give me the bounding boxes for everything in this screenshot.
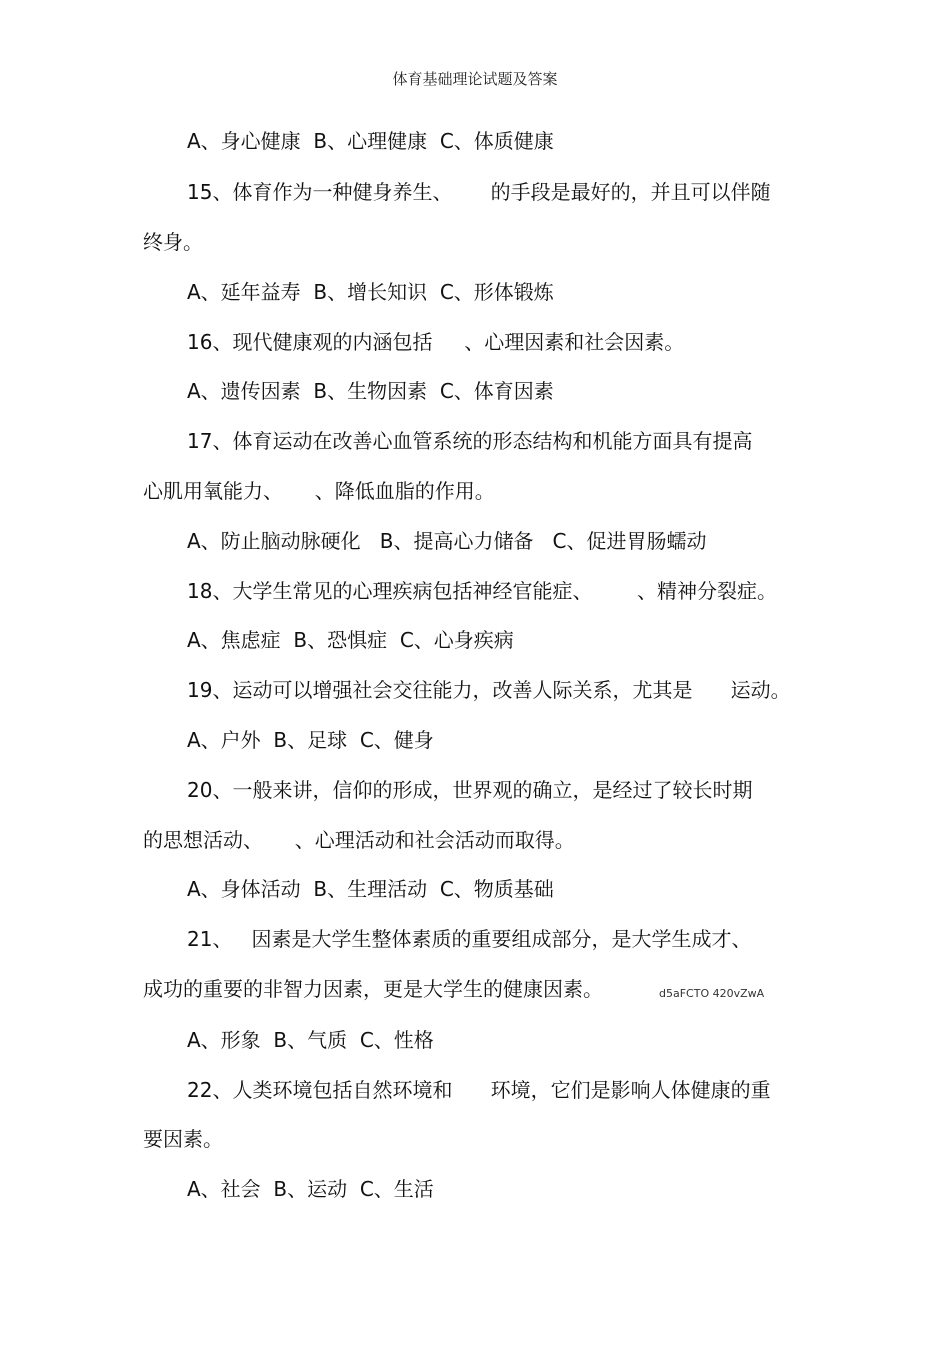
- q18-question: 18、大学生常见的心理疾病包括神经官能症、 、精神分裂症。: [187, 579, 777, 603]
- q16-question: 16、现代健康观的内涵包括 、心理因素和社会因素。: [187, 330, 685, 354]
- q20-question-cont: 的思想活动、 、心理活动和社会活动而取得。: [143, 828, 575, 852]
- q20-question: 20、一般来讲，信仰的形成，世界观的确立，是经过了较长时期: [187, 778, 753, 802]
- q17-question: 17、体育运动在改善心血管系统的形态结构和机能方面具有提高: [187, 429, 753, 453]
- q19-options: A、户外 B、足球 C、健身: [187, 728, 434, 752]
- q17-options: A、防止脑动脉硬化 B、提高心力储备 C、促进胃肠蠕动: [187, 529, 707, 553]
- q20-options: A、身体活动 B、生理活动 C、物质基础: [187, 877, 554, 901]
- q22-options: A、社会 B、运动 C、生活: [187, 1177, 434, 1201]
- watermark-code: d5aFCTO 420vZwA: [659, 987, 765, 1000]
- q21-options: A、形象 B、气质 C、性格: [187, 1028, 434, 1052]
- q21-question-cont: 成功的重要的非智力因素，更是大学生的健康因素。: [143, 977, 603, 1001]
- q19-question: 19、运动可以增强社会交往能力，改善人际关系，尤其是 运动。: [187, 678, 791, 702]
- q15-question: 15、体育作为一种健身养生、 的手段是最好的，并且可以伴随: [187, 180, 771, 204]
- q22-question: 22、人类环境包括自然环境和 环境，它们是影响人体健康的重: [187, 1078, 771, 1102]
- q22-question-cont: 要因素。: [143, 1127, 223, 1151]
- q18-options: A、焦虑症 B、恐惧症 C、心身疾病: [187, 628, 514, 652]
- q21-question: 21、 因素是大学生整体素质的重要组成部分，是大学生成才、: [187, 927, 752, 951]
- q16-options: A、遗传因素 B、生物因素 C、体育因素: [187, 379, 554, 403]
- q15-question-cont: 终身。: [143, 230, 203, 254]
- q14-options: A、身心健康 B、心理健康 C、体质健康: [187, 129, 554, 153]
- q15-options: A、延年益寿 B、增长知识 C、形体锻炼: [187, 280, 554, 304]
- page-header: 体育基础理论试题及答案: [392, 70, 558, 88]
- q17-question-cont: 心肌用氧能力、 、降低血脂的作用。: [143, 479, 495, 503]
